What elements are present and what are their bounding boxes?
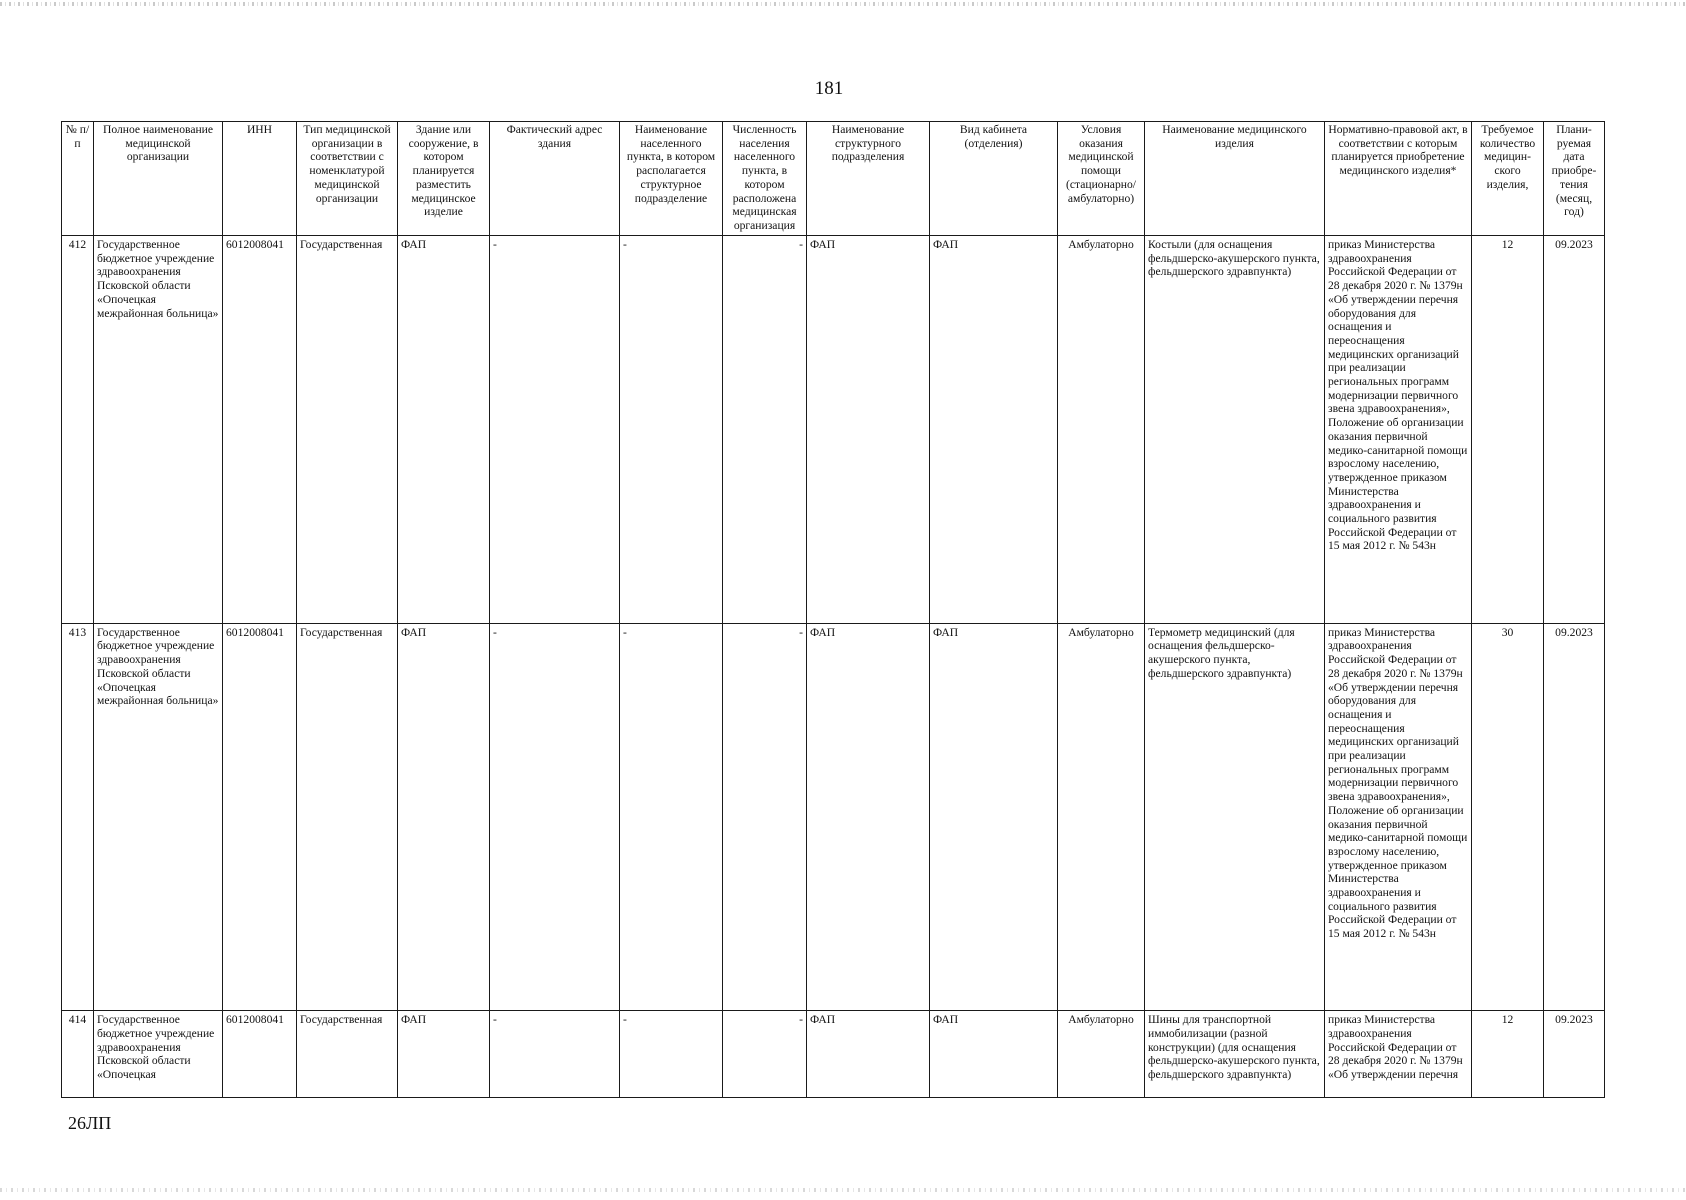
- cell-conditions: Амбулаторно: [1058, 1011, 1145, 1098]
- header-conditions: Условия оказания медицинской помощи (стационарно/ амбулаторно): [1058, 122, 1145, 236]
- cell-settlement: -: [620, 236, 723, 624]
- cell-date: 09.2023: [1544, 1011, 1605, 1098]
- cell-quantity: 30: [1472, 623, 1544, 1011]
- cell-inn: 6012008041: [223, 236, 297, 624]
- cell-type: Государственная: [297, 1011, 398, 1098]
- footer-document-code: 26ЛП: [68, 1113, 112, 1133]
- cell-device: Костыли (для оснащения фельдшерско-акушерского пункта, фельдшерского здравпункта): [1145, 236, 1325, 624]
- header-device: Наименование медицинского изделия: [1145, 122, 1325, 236]
- cell-org: Государственное бюджетное учреждение здравоохранения Псковской области «Опочецкая: [94, 1011, 223, 1098]
- header-num: № п/п: [62, 122, 94, 236]
- header-building: Здание или сооружение, в котором планируется разместить медицинское изделие: [398, 122, 490, 236]
- cell-address: -: [490, 623, 620, 1011]
- cell-num: 413: [62, 623, 94, 1011]
- cell-population: -: [723, 236, 807, 624]
- cell-type: Государственная: [297, 236, 398, 624]
- cell-num: 414: [62, 1011, 94, 1098]
- cell-org: Государственное бюджетное учреждение здравоохранения Псковской области «Опочецкая межрайонная больница»: [94, 236, 223, 624]
- cell-conditions: Амбулаторно: [1058, 623, 1145, 1011]
- cell-building: ФАП: [398, 623, 490, 1011]
- header-quantity: Требуемое количество медицин-ского изделия,: [1472, 122, 1544, 236]
- cell-type: Государственная: [297, 623, 398, 1011]
- cell-legal-act: приказ Министерства здравоохранения Российской Федерации от 28 декабря 2020 г. № 1379н «Об утверждении перечня оборудования для оснащения и переоснащения медицинских организаций при реализации региональных программ модернизации первичного звена здравоохранения», Положение об организации оказания первичной медико-санитарной помощи взрослому населению, утвержденное приказом Министерства здравоохранения и социального развития Российской Федерации от 15 мая 2012 г. № 543н: [1325, 623, 1472, 1011]
- cell-population: -: [723, 623, 807, 1011]
- header-type: Тип медицинской организации в соответствии с номенклатурой медицинской организации: [297, 122, 398, 236]
- cell-cabinet: ФАП: [930, 236, 1058, 624]
- header-org: Полное наименование медицинской организации: [94, 122, 223, 236]
- cell-settlement: -: [620, 1011, 723, 1098]
- header-population: Численность населения населенного пункта, в котором расположена медицинская организация: [723, 122, 807, 236]
- cell-population: -: [723, 1011, 807, 1098]
- page-number: 181: [814, 78, 844, 99]
- cell-address: -: [490, 1011, 620, 1098]
- header-legal-act: Нормативно-правовой акт, в соответствии с которым планируется приобретение медицинского изделия*: [1325, 122, 1472, 236]
- cell-conditions: Амбулаторно: [1058, 236, 1145, 624]
- table-row: [62, 1011, 1605, 1098]
- header-cabinet: Вид кабинета (отделения): [930, 122, 1058, 236]
- cell-address: -: [490, 236, 620, 624]
- header-subdivision: Наименование структурного подразделения: [807, 122, 930, 236]
- header-date: Плани-руемая дата приобре-тения (месяц, год): [1544, 122, 1605, 236]
- header-address: Фактический адрес здания: [490, 122, 620, 236]
- scan-edge-top: [0, 2, 1686, 6]
- cell-building: ФАП: [398, 1011, 490, 1098]
- header-inn: ИНН: [223, 122, 297, 236]
- cell-quantity: 12: [1472, 236, 1544, 624]
- cell-subdivision: ФАП: [807, 1011, 930, 1098]
- scan-edge-bottom: [0, 1188, 1686, 1192]
- cell-settlement: -: [620, 623, 723, 1011]
- cell-legal-act: приказ Министерства здравоохранения Российской Федерации от 28 декабря 2020 г. № 1379н «Об утверждении перечня: [1325, 1011, 1472, 1098]
- cell-cabinet: ФАП: [930, 623, 1058, 1011]
- table-row: [62, 236, 1605, 624]
- header-row: [62, 122, 1605, 236]
- cell-quantity: 12: [1472, 1011, 1544, 1098]
- cell-date: 09.2023: [1544, 236, 1605, 624]
- header-settlement: Наименование населенного пункта, в котором располагается структурное подразделение: [620, 122, 723, 236]
- cell-device: Термометр медицинский (для оснащения фельдшерско-акушерского пункта, фельдшерского здравпункта): [1145, 623, 1325, 1011]
- cell-legal-act: приказ Министерства здравоохранения Российской Федерации от 28 декабря 2020 г. № 1379н «Об утверждении перечня оборудования для оснащения и переоснащения медицинских организаций при реализации региональных программ модернизации первичного звена здравоохранения», Положение об организации оказания первичной медико-санитарной помощи взрослому населению, утвержденное приказом Министерства здравоохранения и социального развития Российской Федерации от 15 мая 2012 г. № 543н: [1325, 236, 1472, 624]
- cell-inn: 6012008041: [223, 1011, 297, 1098]
- cell-cabinet: ФАП: [930, 1011, 1058, 1098]
- cell-date: 09.2023: [1544, 623, 1605, 1011]
- cell-subdivision: ФАП: [807, 236, 930, 624]
- table-row: [62, 623, 1605, 1011]
- cell-inn: 6012008041: [223, 623, 297, 1011]
- cell-num: 412: [62, 236, 94, 624]
- cell-building: ФАП: [398, 236, 490, 624]
- cell-org: Государственное бюджетное учреждение здравоохранения Псковской области «Опочецкая межрайонная больница»: [94, 623, 223, 1011]
- cell-subdivision: ФАП: [807, 623, 930, 1011]
- equipment-table: [61, 121, 1605, 1098]
- cell-device: Шины для транспортной иммобилизации (разной конструкции) (для оснащения фельдшерско-акушерского пункта, фельдшерского здравпункта): [1145, 1011, 1325, 1098]
